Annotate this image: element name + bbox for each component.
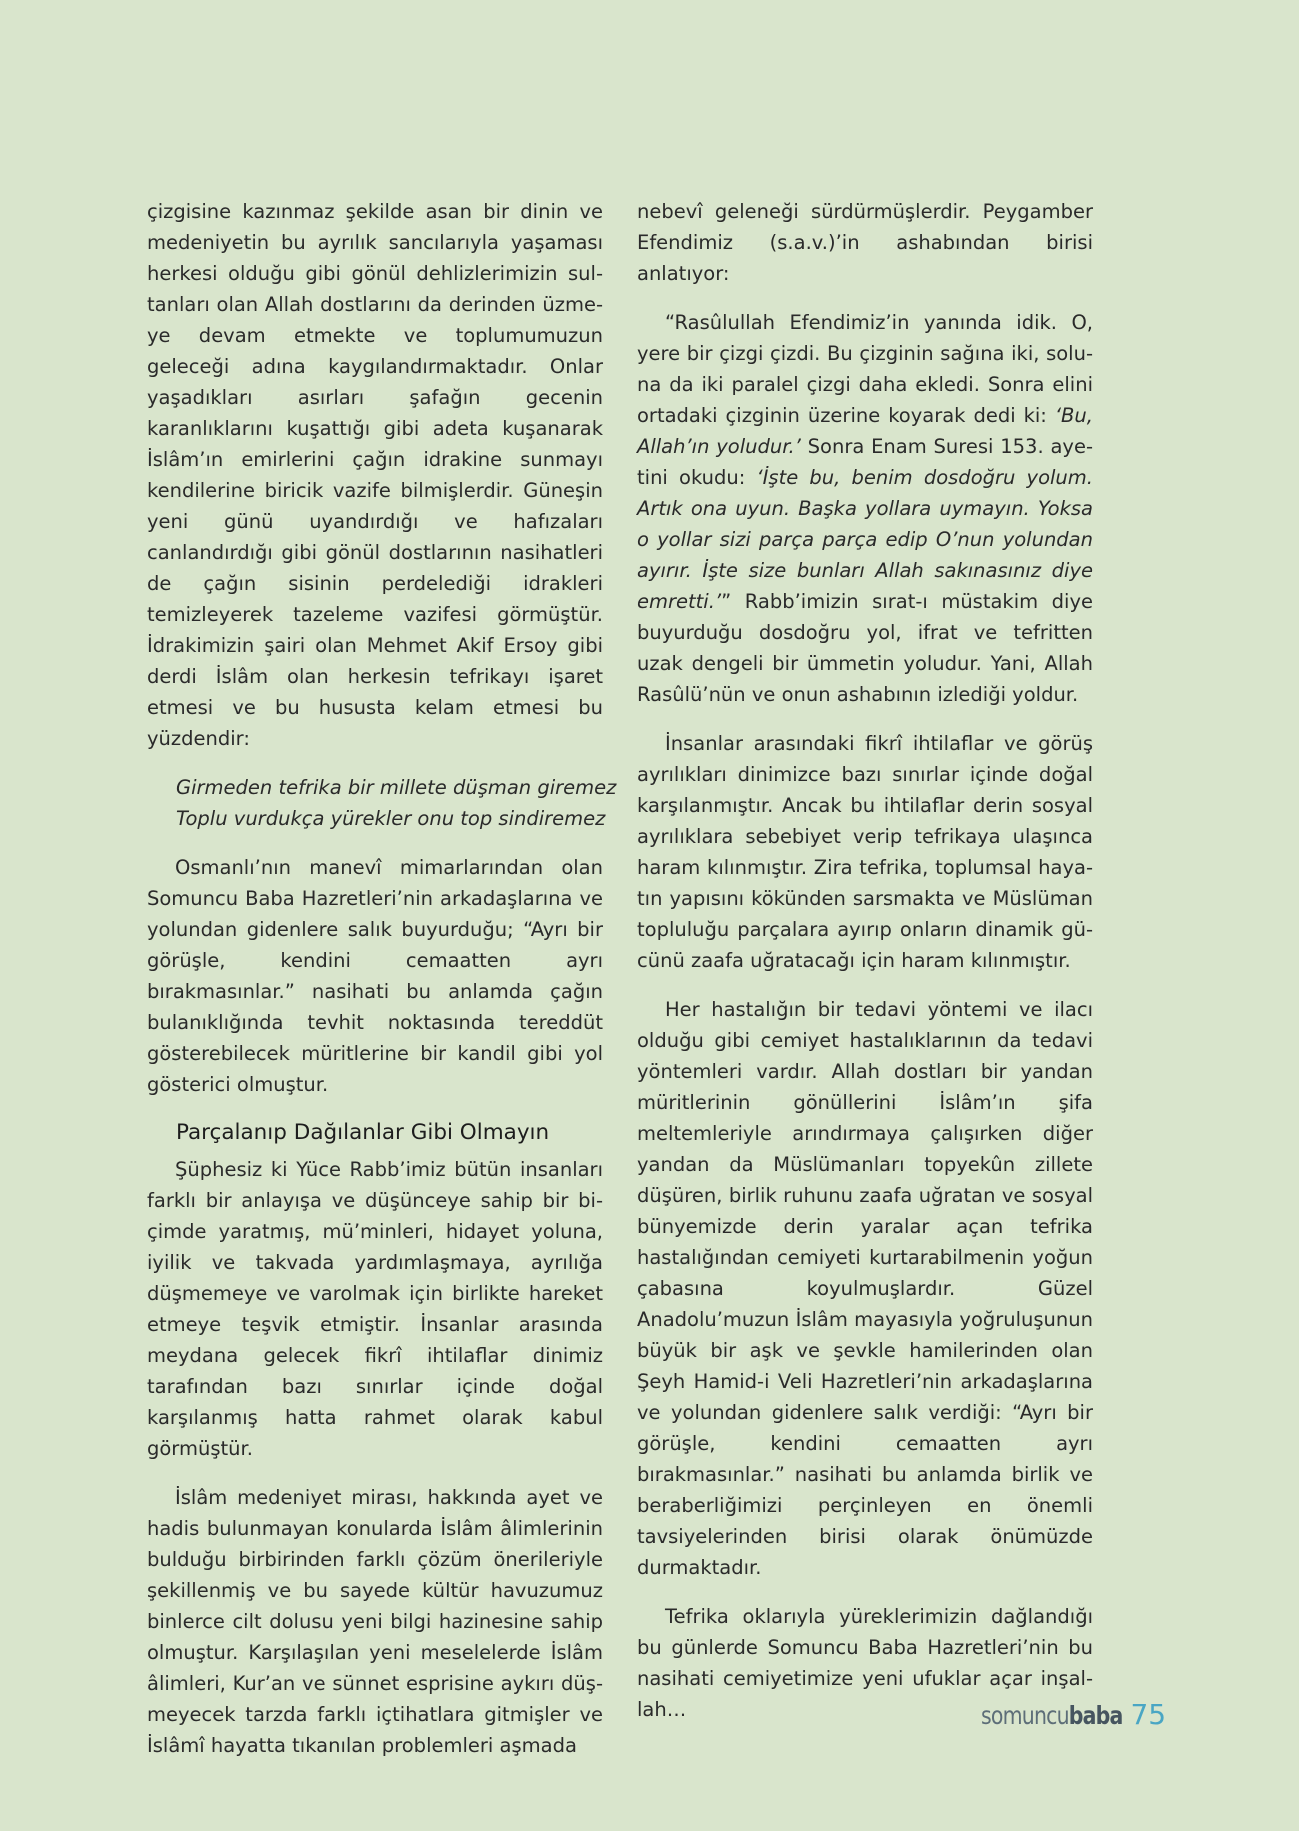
- paragraph: nebevî geleneği sürdürmüşlerdir. Peygamber Efendimiz (s.a.v.)’in ashabından birisi anlatıyor:: [637, 200, 1093, 285]
- page-number: 75: [1130, 1698, 1167, 1731]
- logo-bold: baba: [1068, 1701, 1123, 1730]
- quote-text: ” Rabb’imizin sırat-ı müstakim diye buyurduğu dosdoğru yol, ifrat ve tefritten uzak dengeli bir ümmetin yoludur. Yani, Allah Rasûlü’nün ve onun ashabının izlediği yoldur.: [637, 590, 1093, 706]
- verse-italic: ‘İşte bu, benim dosdoğru yolum. Artık ona uyun. Başka yollara uymayın. Yoksa o yollar sizi parça parça edip O’nun yolundan ayırır. İşte size bunları Allah sakınasınız diye emretti.’: [637, 466, 1093, 613]
- poem-line: Toplu vurdukça yürekler onu top sindiremez: [176, 807, 606, 830]
- paragraph: Osmanlı’nın manevî mimarlarından olan Somuncu Baba Hazretleri’nin arkadaşlarına ve yolundan gidenlere salık buyurduğu; “Ayrı bir görüşle, kendini cemaatten ayrı bırakmasınlar.” nasihati bu anlamda çağın bulanıklığında tevhit noktasında tereddüt gösterebilecek müritlerine bir kandil gibi yol gösterici olmuştur.: [147, 856, 603, 1096]
- quote-text: “Rasûlullah Efendimiz’in yanında idik. O, yere bir çizgi çizdi. Bu çizginin sağına iki, soluna da iki paralel çizgi daha ekledi. Sonra elini ortadaki çizginin üzerine koyarak dedi ki:: [637, 311, 1093, 427]
- paragraph: çizgisine kazınmaz şekilde asan bir dinin ve medeniyetin bu ayrılık sancılarıyla yaşaması herkesi olduğu gibi gönül dehlizlerimizin sultanları olan Allah dostlarını da derinden üzmeye devam etmekte ve toplumumuzun geleceği adına kaygılandırmaktadır. Onlar yaşadıkları asırları şafağın gecenin karanlıklarını kuşattığı gibi adeta kuşanarak İslâm’ın emirlerini çağın idrakine sunmayı kendilerine biricik vazife bilmişlerdir. Güneşin yeni günü uyandırdığı ve hafızaları canlandırdığı gibi gönül dostlarının nasihatleri de çağın sisinin perdelediği idrakleri temizleyerek tazeleme vazifesi görmüştür. İdrakimizin şairi olan Mehmet Akif Ersoy gibi derdi İslâm olan herkesin tefrikayı işaret etmesi ve bu hususta kelam etmesi bu yüzdendir:: [147, 200, 603, 750]
- section-heading: Parçalanıp Dağılanlar Gibi Olmayın: [176, 1120, 550, 1145]
- logo-light: somuncu: [981, 1701, 1069, 1730]
- poem-quote: [176, 772, 617, 834]
- hadith-quote: [637, 307, 1093, 710]
- page-footer: [950, 1698, 1167, 1731]
- right-column: [637, 196, 1093, 1725]
- paragraph: Şüphesiz ki Yüce Rabb’imiz bütün insanları farklı bir anlayışa ve düşünceye sahip bir biçimde yaratmış, mü’minleri, hidayet yoluna, iyilik ve takvada yardımlaşmaya, ayrılığa düşmemeye ve varolmak için birlikte hareket etmeye teşvik etmiştir. İnsanlar arasında meydana gelecek fikrî ihtilaflar dinimiz tarafından bazı sınırlar içinde doğal karşılanmış hatta rahmet olarak kabul görmüştür.: [147, 1158, 603, 1460]
- paragraph: Her hastalığın bir tedavi yöntemi ve ilacı olduğu gibi cemiyet hastalıklarının da tedavi yöntemleri vardır. Allah dostları bir yandan müritlerinin gönüllerini İslâm’ın şifa meltemleriyle arındırmaya çalışırken diğer yandan da Müslümanları topyekûn zillete düşüren, birlik ruhunu zaafa uğratan ve sosyal bünyemizde derin yaralar açan tefrika hastalığından cemiyeti kurtarabilmenin yoğun çabasına koyulmuşlardır. Güzel Anadolu’muzun İslâm mayasıyla yoğruluşunun büyük bir aşk ve şevkle hamilerinden olan Şeyh Hamid-i Veli Hazretleri’nin arkadaşlarına ve yolundan gidenlere salık verdiği: “Ayrı bir görüşle, kendini cemaatten ayrı bırakmasınlar.” nasihati bu anlamda birlik ve beraberliğimizi perçinleyen en önemli tavsiyelerinden birisi olarak önümüzde durmaktadır.: [637, 998, 1093, 1579]
- magazine-logo: [981, 1701, 1122, 1730]
- quote-text: Sonra Enam Suresi 153. ayetini okudu:: [637, 435, 1093, 489]
- paragraph: Tefrika oklarıyla yüreklerimizin dağlandığı bu günlerde Somuncu Baba Hazretleri’nin bu nasihati cemiyetimize yeni ufuklar açar inşallah…: [637, 1605, 1093, 1721]
- paragraph: İnsanlar arasındaki fikrî ihtilaflar ve görüş ayrılıkları dinimizce bazı sınırlar içinde doğal karşılanmıştır. Ancak bu ihtilaflar derin sosyal ayrılıklara sebebiyet verip tefrikaya ulaşınca haram kılınmıştır. Zira tefrika, toplumsal hayatın yapısını kökünden sarsmakta ve Müslüman topluluğu parçalara ayırıp onların dinamik gücünü zaafa uğratacağı için haram kılınmıştır.: [637, 732, 1093, 972]
- paragraph: İslâm medeniyet mirası, hakkında ayet ve hadis bulunmayan konularda İslâm âlimlerinin bulduğu birbirinden farklı çözüm önerileriyle şekillenmiş ve bu sayede kültür havuzumuz binlerce cilt dolusu yeni bilgi hazinesine sahip olmuştur. Karşılaşılan yeni meselelerde İslâm âlimleri, Kur’an ve sünnet esprisine aykırı düşmeyecek tarzda farklı içtihatlara gitmişler ve İslâmî hayatta tıkanılan problemleri aşmada: [147, 1486, 603, 1757]
- quote-italic: ‘Bu, Allah’ın yoludur.’: [637, 404, 1093, 458]
- poem-line: Girmeden tefrika bir millete düşman giremez: [176, 776, 617, 799]
- left-column: [147, 196, 617, 1761]
